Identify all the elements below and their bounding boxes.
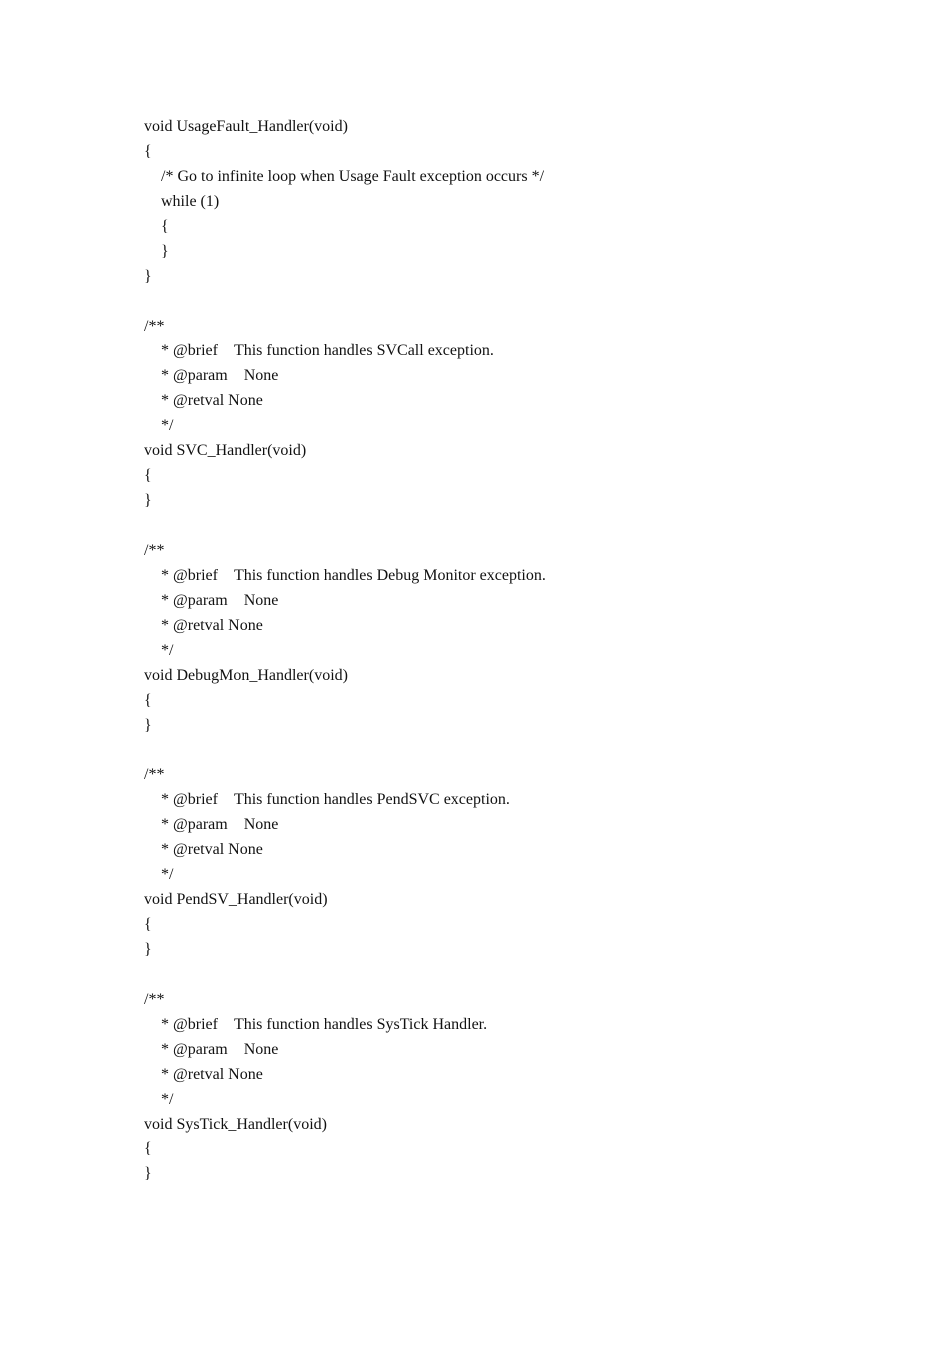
doc-comment-line <box>144 838 844 863</box>
blank-line <box>144 290 844 315</box>
code-line: void SVC_Handler(void) <box>144 442 307 460</box>
doc-value: This function handles Debug Monitor exception. <box>233 566 546 584</box>
code-line: */ <box>161 866 174 884</box>
doc-value: This function handles SysTick Handler. <box>233 1015 488 1033</box>
doc-tag: * @brief <box>161 1015 218 1033</box>
code-line: void PendSV_Handler(void) <box>144 891 328 909</box>
doc-tag: * @param <box>161 1040 228 1058</box>
doc-comment-line <box>144 1063 844 1088</box>
doc-comment-line <box>144 1038 844 1063</box>
code-line: { <box>144 142 152 160</box>
doc-value: None <box>243 816 279 834</box>
doc-comment-line <box>144 364 844 389</box>
code-line: */ <box>161 1090 174 1108</box>
doc-tag: * @param <box>161 591 228 609</box>
doc-value: None <box>243 1040 279 1058</box>
doc-tag: * @retval <box>161 392 225 410</box>
code-line: } <box>144 1165 152 1183</box>
doc-comment-line <box>144 813 844 838</box>
doc-tag: * @brief <box>161 566 218 584</box>
code-line: /** <box>144 317 165 335</box>
doc-tag: * @retval <box>161 841 225 859</box>
code-line: void SysTick_Handler(void) <box>144 1115 327 1133</box>
doc-value: This function handles SVCall exception. <box>233 342 494 360</box>
doc-value: None <box>228 841 263 859</box>
doc-value: None <box>228 616 263 634</box>
doc-tag: * @brief <box>161 791 218 809</box>
code-line: } <box>144 940 152 958</box>
code-line: } <box>144 716 152 734</box>
code-line: { <box>144 467 152 485</box>
doc-comment-line <box>144 589 844 614</box>
doc-value: None <box>228 392 263 410</box>
code-line: void UsageFault_Handler(void) <box>144 118 348 135</box>
code-line: while (1) <box>161 192 220 210</box>
doc-comment-line <box>144 614 844 639</box>
doc-tag: * @retval <box>161 1065 225 1083</box>
doc-value: This function handles PendSVC exception. <box>233 791 510 809</box>
code-line: /* Go to infinite loop when Usage Fault exception occurs */ <box>161 167 545 185</box>
code-line: { <box>144 691 152 709</box>
doc-comment-line <box>144 339 844 364</box>
code-line: void DebugMon_Handler(void) <box>144 666 348 684</box>
code-line: /** <box>144 990 165 1008</box>
doc-comment-line <box>144 564 844 589</box>
code-line: { <box>144 1140 152 1158</box>
doc-comment-line <box>144 1013 844 1038</box>
doc-value: None <box>228 1065 263 1083</box>
doc-tag: * @param <box>161 816 228 834</box>
doc-comment-line <box>144 788 844 813</box>
blank-line <box>144 514 844 539</box>
code-line: */ <box>161 641 174 659</box>
code-line: } <box>144 492 152 510</box>
doc-comment-line <box>144 389 844 414</box>
code-line: /** <box>144 766 165 784</box>
code-line: { <box>144 916 152 933</box>
code-line: } <box>161 242 169 260</box>
blank-line <box>144 738 844 763</box>
code-line: */ <box>161 417 174 435</box>
code-line: } <box>144 267 152 285</box>
doc-tag: * @brief <box>161 342 218 360</box>
doc-value: None <box>243 591 279 609</box>
doc-value: None <box>243 367 279 385</box>
code-line: { <box>161 217 169 235</box>
blank-line <box>144 963 844 988</box>
doc-tag: * @param <box>161 367 228 385</box>
code-line: /** <box>144 541 165 559</box>
doc-tag: * @retval <box>161 616 225 634</box>
code-listing <box>144 115 844 1187</box>
